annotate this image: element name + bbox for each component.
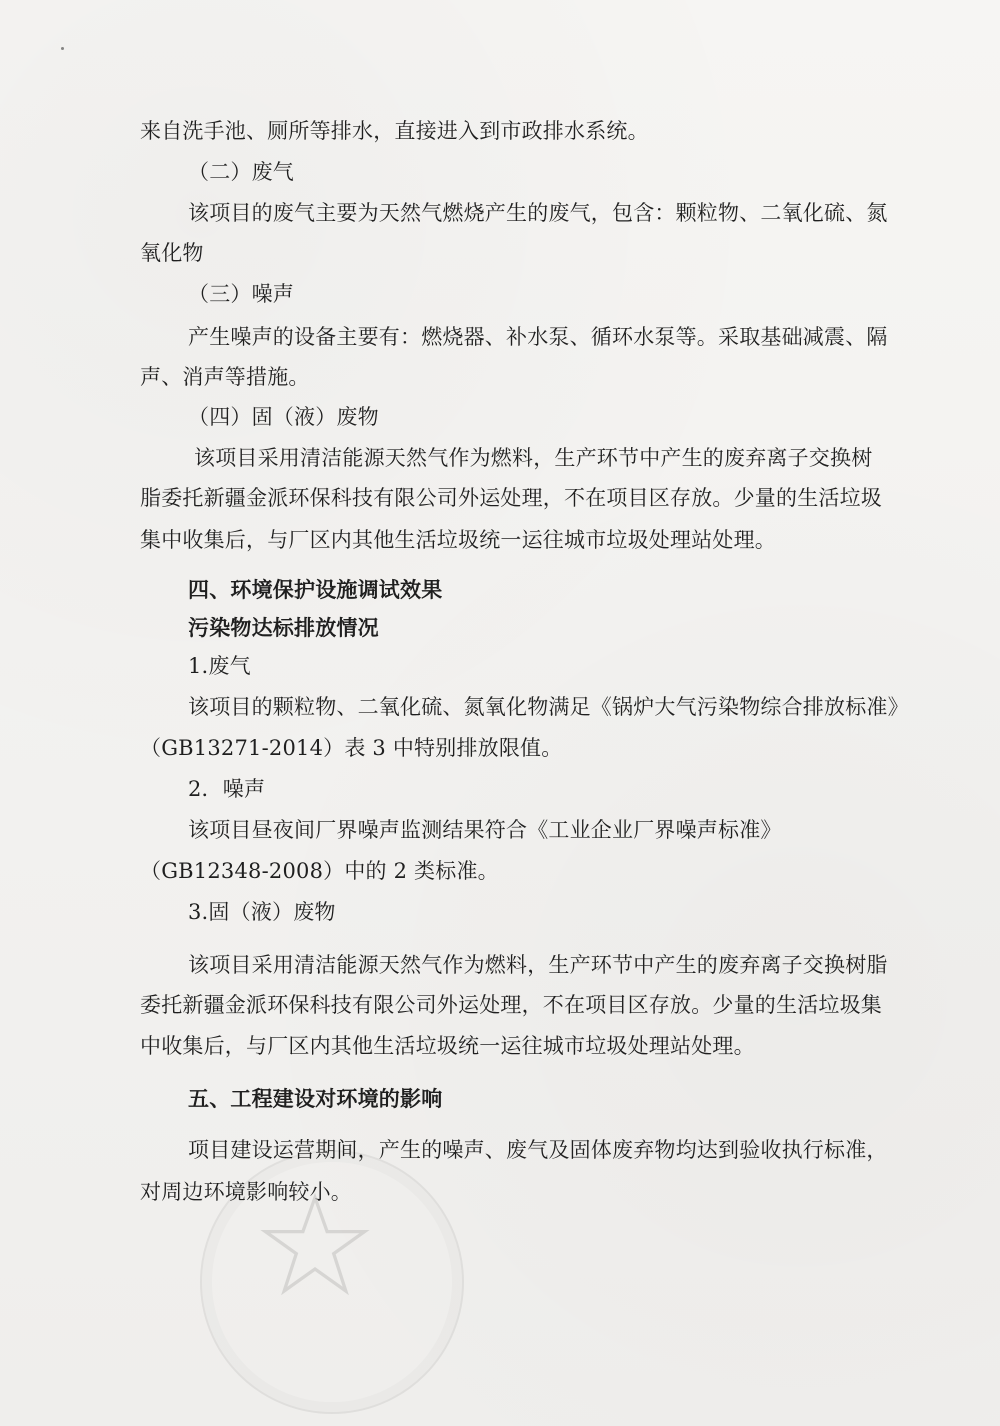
- text-line-03: 该项目的废气主要为天然气燃烧产生的废气，包含：颗粒物、二氧化硫、氮: [188, 201, 888, 225]
- text-line-25: 项目建设运营期间，产生的噪声、废气及固体废弃物均达到验收执行标准，: [188, 1138, 888, 1162]
- text-line-15: 该项目的颗粒物、二氧化硫、氮氧化物满足《锅炉大气污染物综合排放标准》: [188, 695, 909, 719]
- text-line-22: 委托新疆金派环保科技有限公司外运处理，不在项目区存放。少量的生活垃圾集: [140, 993, 882, 1017]
- text-line-21: 该项目采用清洁能源天然气作为燃料，生产环节中产生的废弃离子交换树脂: [188, 953, 888, 977]
- text-line-01: 来自洗手池、厕所等排水，直接进入到市政排水系统。: [140, 119, 649, 143]
- scan-speck: [61, 47, 64, 50]
- text-line-18: 该项目昼夜间厂界噪声监测结果符合《工业企业厂界噪声标准》: [188, 818, 782, 842]
- text-line-06: 产生噪声的设备主要有：燃烧器、补水泵、循环水泵等。采取基础减震、隔: [188, 325, 888, 349]
- chapter-heading-five: 五、工程建设对环境的影响: [188, 1086, 443, 1111]
- text-line-23: 中收集后，与厂区内其他生活垃圾统一运往城市垃圾处理站处理。: [140, 1034, 755, 1058]
- chapter-heading-four: 四、环境保护设施调试效果: [188, 577, 443, 602]
- section-heading-noise: （三）噪声: [188, 282, 294, 306]
- text-line-26: 对周边环境影响较小。: [140, 1180, 352, 1204]
- item-heading-solid-liquid-waste: 3.固（液）废物: [188, 900, 336, 924]
- text-line-19: （GB12348-2008）中的 2 类标准。: [140, 859, 499, 883]
- text-line-07: 声、消声等措施。: [140, 365, 310, 389]
- text-line-04: 氧化物: [140, 241, 204, 265]
- item-heading-noise: 2．噪声: [188, 777, 266, 801]
- seal-star-icon: [260, 1192, 370, 1302]
- text-line-16: （GB13271-2014）表 3 中特别排放限值。: [140, 736, 563, 760]
- text-line-09: 该项目采用清洁能源天然气作为燃料，生产环节中产生的废弃离子交换树: [194, 446, 873, 470]
- subheading-pollutant-discharge: 污染物达标排放情况: [188, 615, 379, 640]
- text-line-11: 集中收集后，与厂区内其他生活垃圾统一运往城市垃圾处理站处理。: [140, 528, 776, 552]
- section-heading-solid-liquid-waste: （四）固（液）废物: [188, 405, 379, 429]
- item-heading-waste-gas: 1.废气: [188, 654, 251, 678]
- section-heading-waste-gas: （二）废气: [188, 160, 294, 184]
- text-line-10: 脂委托新疆金派环保科技有限公司外运处理，不在项目区存放。少量的生活垃圾: [140, 486, 882, 510]
